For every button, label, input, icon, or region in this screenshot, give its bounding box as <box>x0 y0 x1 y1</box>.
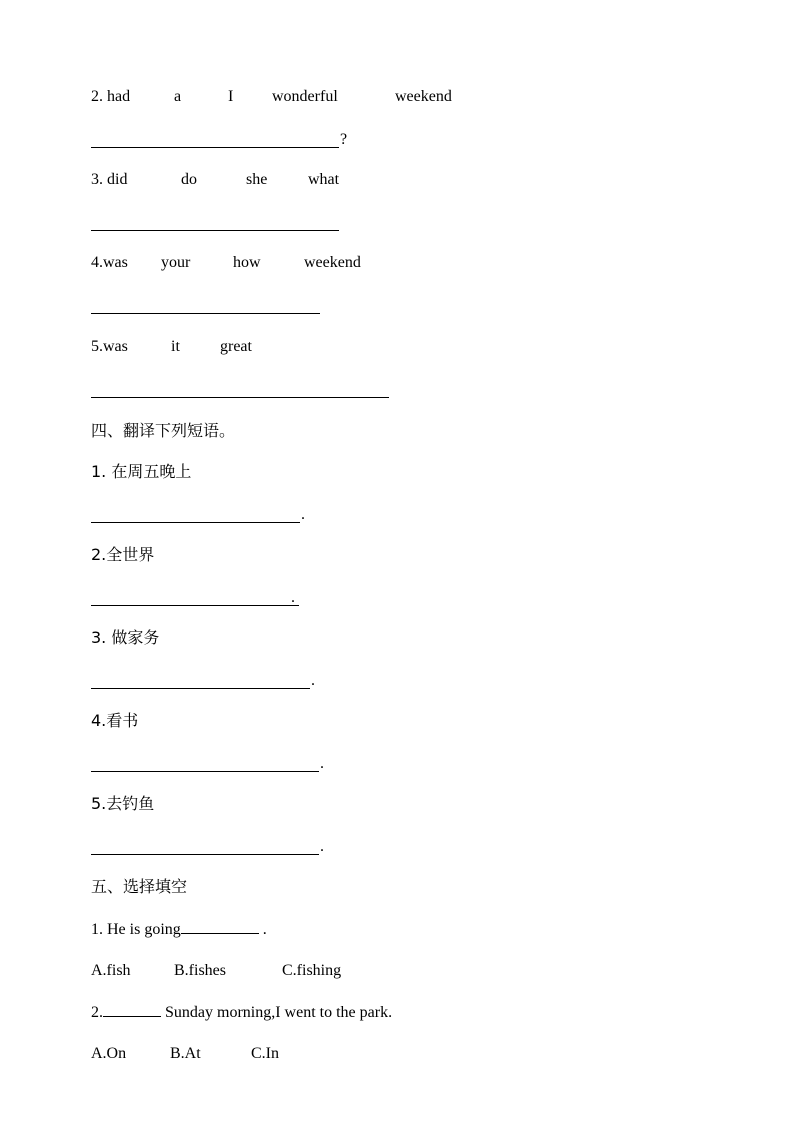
scramble-word: great <box>220 338 252 355</box>
scramble-word: she <box>246 171 268 188</box>
scramble-word: weekend <box>304 254 361 271</box>
answer-line <box>91 313 320 314</box>
scramble-word: 4.was <box>91 254 128 271</box>
answer-blank-5[interactable] <box>91 380 401 400</box>
scramble-word: a <box>174 88 182 105</box>
answer-line <box>91 854 319 855</box>
answer-blank[interactable] <box>103 1002 161 1017</box>
scramble-word: I <box>228 88 234 105</box>
scramble-word: 3. did <box>91 171 128 188</box>
end-mark: . <box>320 755 324 772</box>
answer-blank[interactable] <box>181 919 259 934</box>
section-heading-translate: 四、翻译下列短语。 <box>91 421 236 440</box>
answer-line <box>91 605 299 606</box>
scramble-word: wonderful <box>272 88 338 105</box>
answer-blank-3[interactable] <box>91 213 351 233</box>
question-stem: 2. <box>91 1004 103 1021</box>
answer-line <box>91 147 339 148</box>
answer-blank-2[interactable] <box>91 130 361 150</box>
scramble-word: your <box>161 254 191 271</box>
answer-line <box>91 688 310 689</box>
translate-prompt-5: 5.去钓鱼 <box>91 794 155 813</box>
scramble-word: what <box>308 171 340 188</box>
end-mark: . <box>311 672 315 689</box>
scramble-word: it <box>171 338 180 355</box>
section-heading-choice: 五、选择填空 <box>91 877 188 896</box>
option-a[interactable]: A.fish <box>91 962 131 979</box>
option-c[interactable]: C.fishing <box>282 962 342 979</box>
scramble-word: 5.was <box>91 338 128 355</box>
translate-blank-4[interactable] <box>91 754 331 774</box>
end-mark: . <box>291 589 295 606</box>
translate-blank-3[interactable] <box>91 671 321 691</box>
question-stem-end: Sunday morning,I went to the park. <box>161 1004 393 1021</box>
translate-blank-2[interactable] <box>91 588 306 608</box>
option-b[interactable]: B.fishes <box>174 962 226 979</box>
answer-line <box>91 771 319 772</box>
scramble-word: weekend <box>395 88 452 105</box>
option-c[interactable]: C.In <box>251 1045 279 1062</box>
scramble-word: 2. had <box>91 88 131 105</box>
scramble-word: do <box>181 171 197 188</box>
translate-blank-1[interactable] <box>91 505 311 525</box>
answer-line <box>91 522 300 523</box>
end-mark: ? <box>340 131 348 148</box>
end-mark: . <box>301 506 305 523</box>
scramble-word: how <box>233 254 261 271</box>
question-stem: 1. He is going <box>91 921 181 938</box>
choice-question-2 <box>91 1002 392 1023</box>
translate-blank-5[interactable] <box>91 837 331 857</box>
answer-line <box>91 230 339 231</box>
end-mark: . <box>320 838 324 855</box>
option-b[interactable]: B.At <box>170 1045 201 1062</box>
answer-line <box>91 397 389 398</box>
translate-prompt-3: 3. 做家务 <box>91 628 160 647</box>
option-a[interactable]: A.On <box>91 1045 127 1062</box>
translate-prompt-4: 4.看书 <box>91 711 139 730</box>
choice-question-1 <box>91 919 267 940</box>
answer-blank-4[interactable] <box>91 296 331 316</box>
translate-prompt-1: 1. 在周五晚上 <box>91 462 192 481</box>
translate-prompt-2: 2.全世界 <box>91 545 155 564</box>
question-stem-end: . <box>258 921 267 938</box>
